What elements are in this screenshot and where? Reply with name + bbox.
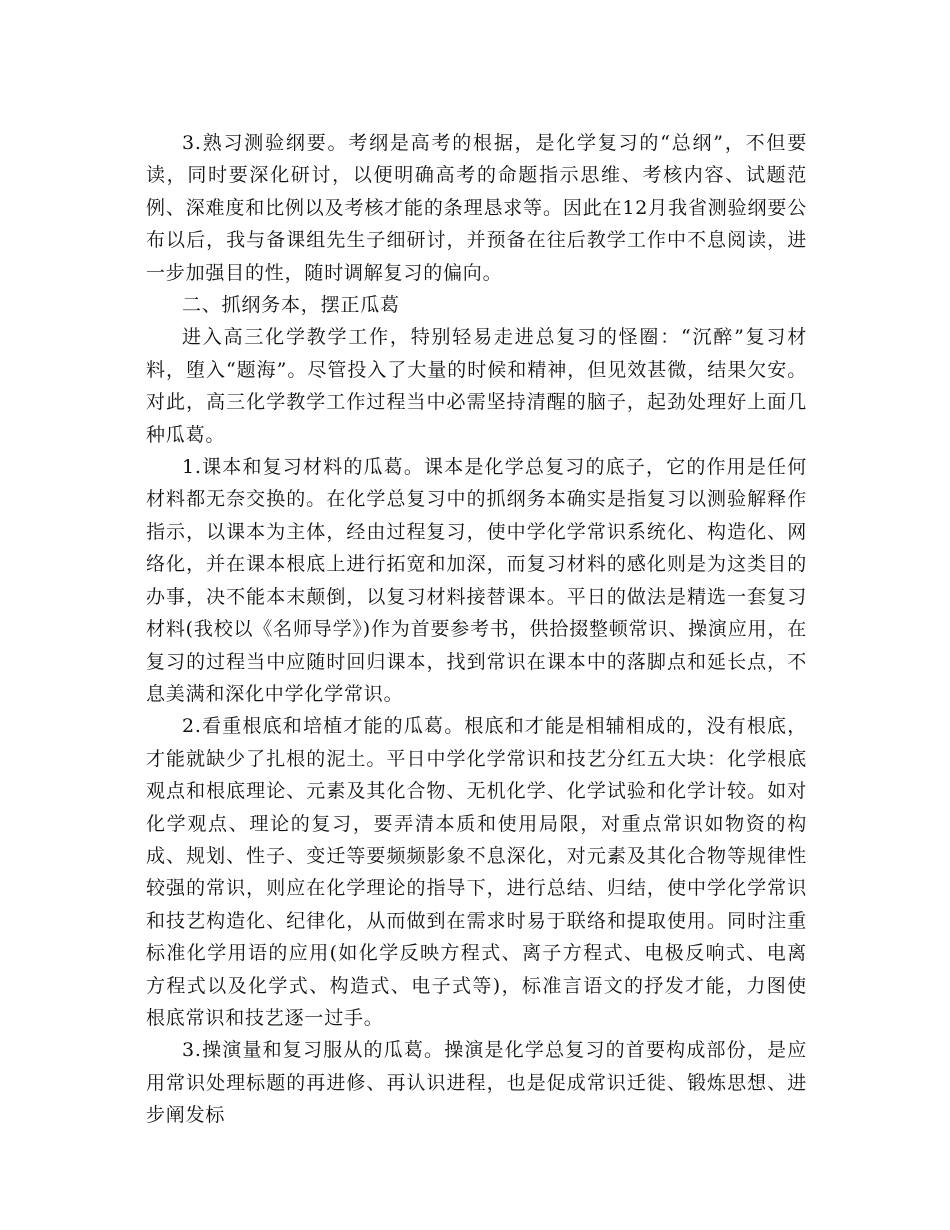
section-heading: 二、抓纲务本，摆正瓜葛: [182, 294, 400, 317]
paragraph-exam-outline: 3.熟习测验纲要。考纲是高考的根据，是化学复习的“总纲”，不但要读，同时要深化研讨，以便明确高考的命题指示思维、考核内容、试题范例、深难度和比例以及考核才能的条理恳求等。因此在12月我省测验纲要公布以后，我与备课组先生子细研讨，并预备在往后教学工作中不息阅读，进一步加强目的性，随时调解复习的偏向。: [146, 132, 807, 284]
paragraph-foundation-ability: 2.看重根底和培植才能的瓜葛。根底和才能是相辅相成的，没有根底，才能就缺少了扎根的泥土。平日中学化学常识和技艺分红五大块：化学根底观点和根底理论、元素及其化合物、无机化学、化学试验和化学计较。如对化学观点、理论的复习，要弄清本质和使用局限，对重点常识如物资的构成、规划、性子、变迁等要频频影象不息深化，对元素及其化合物等规律性较强的常识，则应在化学理论的指导下，进行总结、归结，使中学化学常识和技艺构造化、纪律化，从而做到在需求时易于联络和提取使用。同时注重标准化学用语的应用(如化学反映方程式、离子方程式、电极反响式、电离方程式以及化学式、构造式、电子式等)，标准言语文的抒发才能，力图使根底常识和技艺逐一过手。: [146, 715, 807, 1029]
document-page: [146, 127, 807, 1132]
paragraph-practice-efficiency: 3.操演量和复习服从的瓜葛。操演是化学总复习的首要构成部份，是应用常识处理标题的再进修、再认识进程，也是促成常识迁徙、锻炼思想、进步阐发标: [146, 1039, 807, 1127]
paragraph-textbook-relation: 1.课本和复习材料的瓜葛。课本是化学总复习的底子，它的作用是任何材料都无奈交换的。在化学总复习中的抓纲务本确实是指复习以测验解释作指示，以课本为主体，经由过程复习，使中学化学常识系统化、构造化、网络化，并在课本根底上进行拓宽和加深，而复习材料的感化则是为这类目的办事，决不能本末颠倒，以复习材料接替课本。平日的做法是精选一套复习材料(我校以《名师导学》)作为首要参考书，供拾掇整顿常识、操演应用，在复习的过程当中应随时回归课本，找到常识在课本中的落脚点和延长点，不息美满和深化中学化学常识。: [146, 456, 807, 705]
paragraph-intro: 进入高三化学教学工作，特别轻易走进总复习的怪圈：“沉醉”复习材料，堕入“题海”。尽管投入了大量的时候和精神，但见效甚微，结果欠安。对此，高三化学教学工作过程当中必需坚持清醒的脑子，起劲处理好上面几种瓜葛。: [146, 326, 807, 446]
